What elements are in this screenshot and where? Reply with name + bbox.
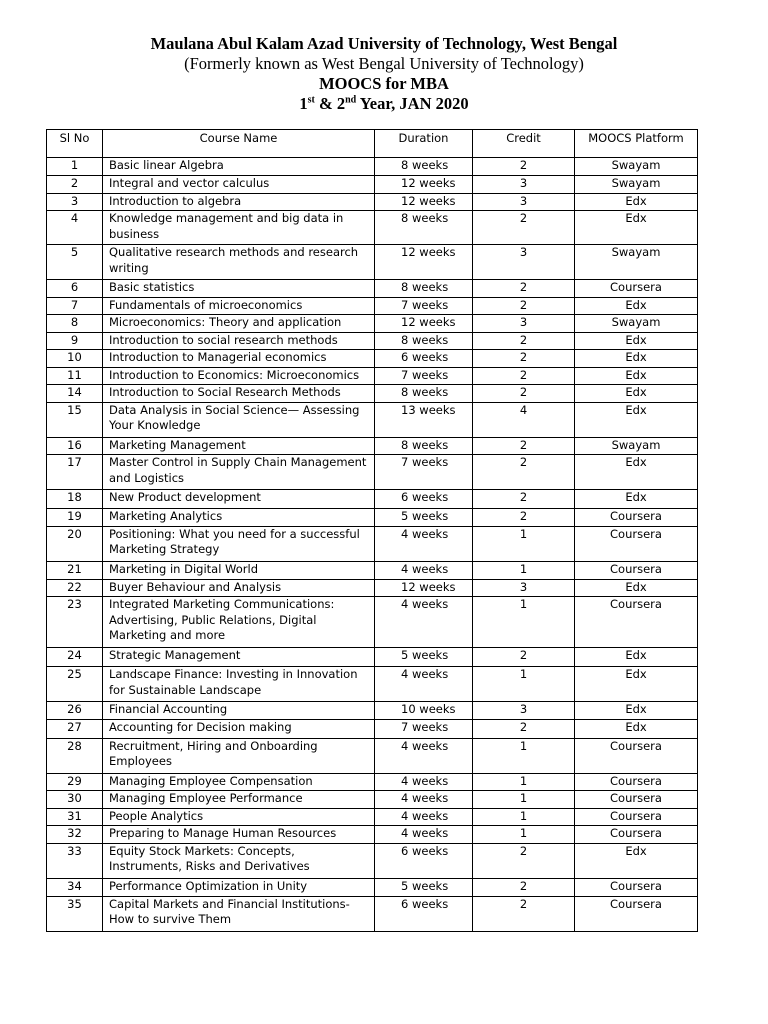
course-name-cell: People Analytics <box>103 808 375 826</box>
sl-no-cell: 28 <box>47 738 103 773</box>
credit-cell: 2 <box>473 385 575 403</box>
course-name-cell: Marketing Management <box>103 437 375 455</box>
course-table-body <box>47 158 698 932</box>
sl-no-cell: 1 <box>47 158 103 176</box>
credit-cell: 2 <box>473 211 575 245</box>
table-row <box>47 158 698 176</box>
credit-cell: 2 <box>473 158 575 176</box>
sl-no-cell: 33 <box>47 843 103 878</box>
platform-cell: Coursera <box>575 826 698 844</box>
course-name-cell: Introduction to Economics: Microeconomics <box>103 367 375 385</box>
year-first-suffix: st <box>307 94 315 106</box>
table-row <box>47 437 698 455</box>
course-name-cell: Microeconomics: Theory and application <box>103 315 375 333</box>
sl-no-cell: 34 <box>47 878 103 896</box>
table-row <box>47 332 698 350</box>
course-name-cell: Introduction to algebra <box>103 193 375 211</box>
platform-cell: Edx <box>575 702 698 720</box>
platform-cell: Coursera <box>575 738 698 773</box>
table-row <box>47 843 698 878</box>
credit-cell: 2 <box>473 509 575 527</box>
table-row <box>47 245 698 280</box>
credit-cell: 2 <box>473 350 575 368</box>
course-name-cell: Basic statistics <box>103 280 375 298</box>
duration-cell: 4 weeks <box>375 738 473 773</box>
credit-cell: 2 <box>473 280 575 298</box>
course-name-cell: Capital Markets and Financial Institutions-How to survive Them <box>103 896 375 931</box>
duration-cell: 4 weeks <box>375 808 473 826</box>
credit-cell: 2 <box>473 719 575 738</box>
platform-cell: Edx <box>575 667 698 702</box>
course-name-cell: Master Control in Supply Chain Management and Logistics <box>103 455 375 490</box>
course-name-cell: Performance Optimization in Unity <box>103 878 375 896</box>
course-name-cell: Recruitment, Hiring and Onboarding Employees <box>103 738 375 773</box>
duration-cell: 4 weeks <box>375 597 473 648</box>
column-header-credit: Credit <box>473 130 575 158</box>
credit-cell: 2 <box>473 297 575 315</box>
table-row <box>47 702 698 720</box>
sl-no-cell: 31 <box>47 808 103 826</box>
former-name: (Formerly known as West Bengal University of Technology) <box>184 54 584 73</box>
table-row <box>47 350 698 368</box>
course-name-cell: Introduction to Social Research Methods <box>103 385 375 403</box>
course-name-cell: Integrated Marketing Communications: Advertising, Public Relations, Digital Marketing and more <box>103 597 375 648</box>
credit-cell: 3 <box>473 579 575 597</box>
course-name-cell: Basic linear Algebra <box>103 158 375 176</box>
table-row <box>47 176 698 194</box>
sl-no-cell: 30 <box>47 791 103 809</box>
duration-cell: 5 weeks <box>375 509 473 527</box>
duration-cell: 4 weeks <box>375 561 473 579</box>
platform-cell: Edx <box>575 579 698 597</box>
platform-cell: Coursera <box>575 878 698 896</box>
credit-cell: 1 <box>473 738 575 773</box>
sl-no-cell: 27 <box>47 719 103 738</box>
platform-cell: Coursera <box>575 280 698 298</box>
table-row <box>47 402 698 437</box>
credit-cell: 2 <box>473 490 575 509</box>
platform-cell: Swayam <box>575 437 698 455</box>
duration-cell: 8 weeks <box>375 158 473 176</box>
duration-cell: 4 weeks <box>375 526 473 561</box>
course-name-cell: Positioning: What you need for a successful Marketing Strategy <box>103 526 375 561</box>
sl-no-cell: 10 <box>47 350 103 368</box>
sl-no-cell: 14 <box>47 385 103 403</box>
credit-cell: 1 <box>473 561 575 579</box>
platform-cell: Edx <box>575 490 698 509</box>
platform-cell: Edx <box>575 211 698 245</box>
platform-cell: Coursera <box>575 791 698 809</box>
table-row <box>47 315 698 333</box>
table-row <box>47 738 698 773</box>
platform-cell: Edx <box>575 193 698 211</box>
sl-no-cell: 18 <box>47 490 103 509</box>
duration-cell: 8 weeks <box>375 385 473 403</box>
credit-cell: 3 <box>473 245 575 280</box>
table-row <box>47 878 698 896</box>
credit-cell: 2 <box>473 878 575 896</box>
sl-no-cell: 23 <box>47 597 103 648</box>
table-row <box>47 667 698 702</box>
table-row <box>47 280 698 298</box>
sl-no-cell: 9 <box>47 332 103 350</box>
course-name-cell: Landscape Finance: Investing in Innovation for Sustainable Landscape <box>103 667 375 702</box>
duration-cell: 6 weeks <box>375 490 473 509</box>
platform-cell: Edx <box>575 455 698 490</box>
sl-no-cell: 26 <box>47 702 103 720</box>
platform-cell: Edx <box>575 385 698 403</box>
sl-no-cell: 2 <box>47 176 103 194</box>
table-row <box>47 648 698 667</box>
duration-cell: 7 weeks <box>375 297 473 315</box>
course-name-cell: Accounting for Decision making <box>103 719 375 738</box>
credit-cell: 2 <box>473 648 575 667</box>
duration-cell: 4 weeks <box>375 667 473 702</box>
credit-cell: 3 <box>473 702 575 720</box>
course-name-cell: Qualitative research methods and research writing <box>103 245 375 280</box>
table-row <box>47 297 698 315</box>
sl-no-cell: 24 <box>47 648 103 667</box>
sl-no-cell: 25 <box>47 667 103 702</box>
duration-cell: 6 weeks <box>375 350 473 368</box>
platform-cell: Edx <box>575 648 698 667</box>
table-row <box>47 455 698 490</box>
sl-no-cell: 7 <box>47 297 103 315</box>
course-name-cell: Marketing Analytics <box>103 509 375 527</box>
sl-no-cell: 5 <box>47 245 103 280</box>
table-row <box>47 597 698 648</box>
credit-cell: 2 <box>473 455 575 490</box>
sl-no-cell: 19 <box>47 509 103 527</box>
duration-cell: 4 weeks <box>375 791 473 809</box>
duration-cell: 12 weeks <box>375 176 473 194</box>
credit-cell: 1 <box>473 826 575 844</box>
credit-cell: 3 <box>473 193 575 211</box>
duration-cell: 6 weeks <box>375 896 473 931</box>
table-row <box>47 791 698 809</box>
table-row <box>47 579 698 597</box>
credit-cell: 1 <box>473 773 575 791</box>
credit-cell: 4 <box>473 402 575 437</box>
duration-cell: 8 weeks <box>375 211 473 245</box>
platform-cell: Edx <box>575 350 698 368</box>
year-second-suffix: nd <box>345 94 357 106</box>
platform-cell: Edx <box>575 402 698 437</box>
credit-cell: 2 <box>473 843 575 878</box>
course-name-cell: Strategic Management <box>103 648 375 667</box>
platform-cell: Edx <box>575 719 698 738</box>
platform-cell: Coursera <box>575 896 698 931</box>
duration-cell: 10 weeks <box>375 702 473 720</box>
credit-cell: 3 <box>473 315 575 333</box>
platform-cell: Coursera <box>575 561 698 579</box>
table-header-row <box>47 130 698 158</box>
duration-cell: 7 weeks <box>375 367 473 385</box>
duration-cell: 12 weeks <box>375 579 473 597</box>
sl-no-cell: 3 <box>47 193 103 211</box>
course-name-cell: Buyer Behaviour and Analysis <box>103 579 375 597</box>
duration-cell: 7 weeks <box>375 719 473 738</box>
sl-no-cell: 17 <box>47 455 103 490</box>
platform-cell: Coursera <box>575 808 698 826</box>
course-table <box>46 129 698 932</box>
duration-cell: 5 weeks <box>375 878 473 896</box>
duration-cell: 5 weeks <box>375 648 473 667</box>
session-label: Year, JAN 2020 <box>356 94 469 113</box>
platform-cell: Swayam <box>575 176 698 194</box>
platform-cell: Edx <box>575 297 698 315</box>
duration-cell: 13 weeks <box>375 402 473 437</box>
table-row <box>47 509 698 527</box>
sl-no-cell: 4 <box>47 211 103 245</box>
course-name-cell: Data Analysis in Social Science— Assessing Your Knowledge <box>103 402 375 437</box>
course-name-cell: Financial Accounting <box>103 702 375 720</box>
table-row <box>47 526 698 561</box>
platform-cell: Swayam <box>575 158 698 176</box>
course-name-cell: New Product development <box>103 490 375 509</box>
duration-cell: 7 weeks <box>375 455 473 490</box>
credit-cell: 1 <box>473 667 575 702</box>
credit-cell: 1 <box>473 526 575 561</box>
table-row <box>47 719 698 738</box>
course-name-cell: Knowledge management and big data in business <box>103 211 375 245</box>
sl-no-cell: 20 <box>47 526 103 561</box>
credit-cell: 2 <box>473 332 575 350</box>
year-session <box>0 94 768 114</box>
sl-no-cell: 15 <box>47 402 103 437</box>
table-row <box>47 808 698 826</box>
course-name-cell: Marketing in Digital World <box>103 561 375 579</box>
document-header <box>0 34 768 114</box>
course-name-cell: Integral and vector calculus <box>103 176 375 194</box>
platform-cell: Swayam <box>575 245 698 280</box>
course-name-cell: Managing Employee Performance <box>103 791 375 809</box>
table-row <box>47 896 698 931</box>
table-row <box>47 193 698 211</box>
table-row <box>47 490 698 509</box>
credit-cell: 2 <box>473 896 575 931</box>
year-first: 1 <box>299 94 308 113</box>
duration-cell: 4 weeks <box>375 826 473 844</box>
platform-cell: Edx <box>575 367 698 385</box>
platform-cell: Coursera <box>575 509 698 527</box>
column-header-duration: Duration <box>375 130 473 158</box>
duration-cell: 12 weeks <box>375 315 473 333</box>
column-header-platform: MOOCS Platform <box>575 130 698 158</box>
sl-no-cell: 21 <box>47 561 103 579</box>
duration-cell: 12 weeks <box>375 245 473 280</box>
course-name-cell: Equity Stock Markets: Concepts, Instruments, Risks and Derivatives <box>103 843 375 878</box>
duration-cell: 8 weeks <box>375 437 473 455</box>
course-name-cell: Managing Employee Compensation <box>103 773 375 791</box>
course-name-cell: Introduction to Managerial economics <box>103 350 375 368</box>
credit-cell: 3 <box>473 176 575 194</box>
sl-no-cell: 6 <box>47 280 103 298</box>
duration-cell: 6 weeks <box>375 843 473 878</box>
table-row <box>47 367 698 385</box>
course-name-cell: Introduction to social research methods <box>103 332 375 350</box>
platform-cell: Coursera <box>575 526 698 561</box>
sl-no-cell: 8 <box>47 315 103 333</box>
platform-cell: Coursera <box>575 773 698 791</box>
credit-cell: 2 <box>473 437 575 455</box>
course-name-cell: Preparing to Manage Human Resources <box>103 826 375 844</box>
platform-cell: Edx <box>575 843 698 878</box>
credit-cell: 1 <box>473 791 575 809</box>
table-row <box>47 826 698 844</box>
table-row <box>47 385 698 403</box>
sl-no-cell: 29 <box>47 773 103 791</box>
platform-cell: Coursera <box>575 597 698 648</box>
sl-no-cell: 22 <box>47 579 103 597</box>
duration-cell: 12 weeks <box>375 193 473 211</box>
sl-no-cell: 16 <box>47 437 103 455</box>
table-row <box>47 561 698 579</box>
sl-no-cell: 11 <box>47 367 103 385</box>
sl-no-cell: 35 <box>47 896 103 931</box>
duration-cell: 4 weeks <box>375 773 473 791</box>
university-name: Maulana Abul Kalam Azad University of Technology, West Bengal <box>150 34 618 53</box>
credit-cell: 1 <box>473 597 575 648</box>
column-header-course-name: Course Name <box>103 130 375 158</box>
platform-cell: Edx <box>575 332 698 350</box>
year-second: & 2 <box>314 94 346 113</box>
credit-cell: 2 <box>473 367 575 385</box>
course-name-cell: Fundamentals of microeconomics <box>103 297 375 315</box>
table-row <box>47 773 698 791</box>
program-title: MOOCS for MBA <box>319 74 449 93</box>
duration-cell: 8 weeks <box>375 332 473 350</box>
duration-cell: 8 weeks <box>375 280 473 298</box>
column-header-sl-no: Sl No <box>47 130 103 158</box>
platform-cell: Swayam <box>575 315 698 333</box>
sl-no-cell: 32 <box>47 826 103 844</box>
credit-cell: 1 <box>473 808 575 826</box>
table-row <box>47 211 698 245</box>
